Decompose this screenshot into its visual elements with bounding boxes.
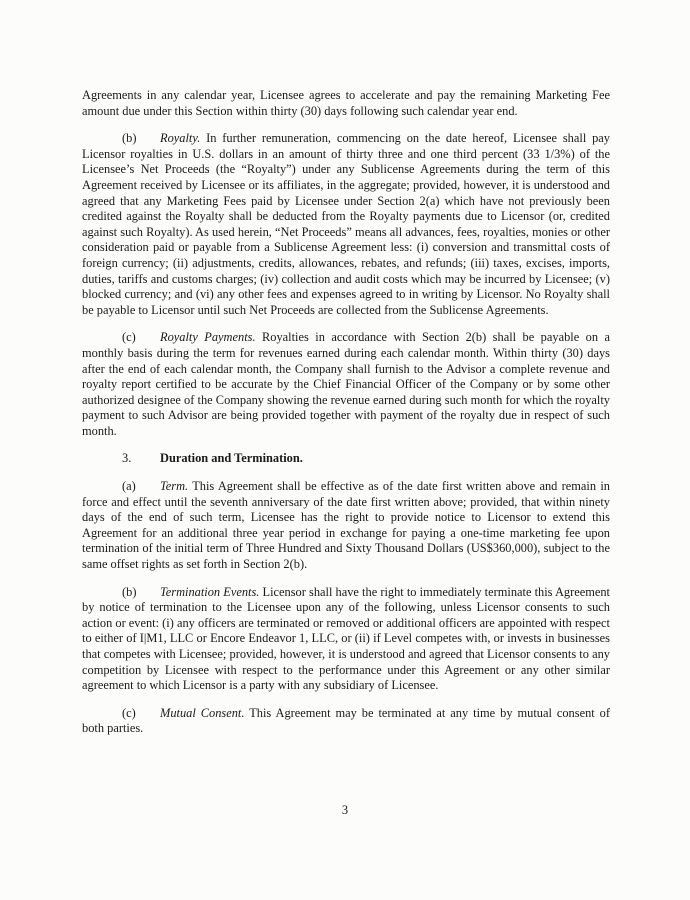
section-3-number: 3. (122, 451, 132, 466)
intro-paragraph: Agreements in any calendar year, Licensee agrees to accelerate and pay the remaining Marketing Fee amount due under this Section within thirty (30) days following such calendar year end. (82, 88, 610, 118)
term-text: This Agreement shall be effective as of the date first written above and remain in force and effect until the seventh anniversary of the date first written above; provided, that within ninety days of the end of such term, Licensee has the right to provide notice to Licensor to extend this Agreement for an additional three year period in exchange for paying a one-time marketing fee upon termination of the initial term of Three Hundred and Sixty Thousand Dollars (US$360,000), subject to the same offset rights as set forth in Section 2(b). (82, 479, 610, 572)
section-3-heading (82, 451, 610, 467)
termination-events-text: Licensor shall have the right to immediately terminate this Agreement by notice of termination to the Licensee upon any of the following, unless Licensor consents to such action or event: (i) any officers are terminated or removed or additional officers are appointed with respect to either of I|M1, LLC or Encore Endeavor 1, LLC, or (ii) if Level competes with, or invests in businesses that competes with Licensee; provided, however, it is understood and agreed that Licensor consents to any competition by Licensee with respect to the performance under this Agreement or any other similar agreement to which Licensor is a party with any subsidiary of Licensee. (82, 584, 610, 693)
mutual-consent-paragraph (82, 706, 610, 737)
mutual-consent-label: (c) (122, 705, 136, 720)
royalty-payments-label: (c) (122, 330, 136, 345)
mutual-consent-title: Mutual Consent. (160, 705, 245, 720)
document-body (82, 88, 610, 749)
mutual-consent-text: This Agreement may be terminated at any time by mutual consent of both parties. (82, 705, 610, 736)
page-number: 3 (341, 803, 349, 817)
royalty-payments-text: Royalties in accordance with Section 2(b) shall be payable on a monthly basis during the term for revenues earned during each calendar month. Within thirty (30) days after the end of each calendar month, the Company shall furnish to the Advisor a complete revenue and royalty report certified to be accurate by the Chief Financial Officer of the Company or by some other authorized designee of the Company showing the revenue earned during such month for which the royalty payment to such Advisor are being provided together with payment of the royalty due in respect of such month. (82, 330, 610, 438)
termination-events-paragraph (82, 585, 610, 694)
term-paragraph (82, 479, 610, 573)
term-label: (a) (122, 479, 136, 494)
royalty-text: In further remuneration, commencing on the date hereof, Licensee shall pay Licensor royalties in U.S. dollars in an amount of thirty three and one third percent (33 1/3%) of the Licensee’s Net Proceeds (the “Royalty”) under any Sublicense Agreements during the term of this Agreement received by Licensee or its affiliates, in the aggregate; provided, however, it is understood and agreed that any Marketing Fees paid by Licensee under Section 2(a) which have not previously been credited against the Royalty shall be deducted from the Royalty payments due to Licensor (or, credited against such Royalty). As used herein, “Net Proceeds” means all advances, fees, royalties, monies or other consideration paid or payable from a Sublicense Agreement less: (i) conversion and transmittal costs of foreign currency; (ii) adjustments, credits, allowances, rebates, and refunds; (iii) taxes, excises, imports, duties, tariffs and customs charges; (iv) collection and audit costs which may be incurred by Licensee; (v) blocked currency; and (vi) any other fees and expenses agreed to in writing by Licensor. No Royalty shall be payable to Licensor until such Net Proceeds are collected from the Sublicense Agreements. (82, 131, 610, 317)
royalty-label: (b) (122, 131, 137, 146)
royalty-payments-paragraph (82, 330, 610, 439)
royalty-paragraph (82, 131, 610, 318)
term-title: Term. (160, 479, 189, 494)
section-3-title: Duration and Termination. (160, 451, 303, 466)
termination-events-title: Termination Events. (160, 584, 260, 599)
royalty-title: Royalty. (160, 131, 201, 146)
termination-events-label: (b) (122, 584, 137, 599)
royalty-payments-title: Royalty Payments. (160, 330, 256, 345)
